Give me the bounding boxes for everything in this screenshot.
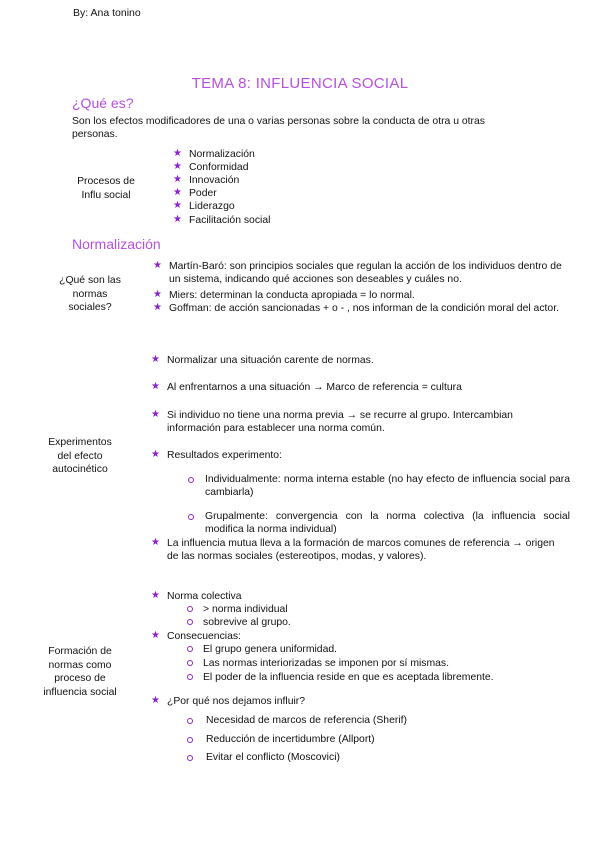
sub-list-item: > norma individual bbox=[203, 604, 288, 615]
list-item: Resultados experimento: bbox=[167, 450, 282, 461]
sub-list-item: Necesidad de marcos de referencia (Sherif) bbox=[206, 715, 407, 726]
procesos-label: Procesos de Influ social bbox=[77, 176, 135, 201]
star-bullet-icon: ★ bbox=[151, 449, 160, 460]
list-item: Norma colectiva bbox=[167, 591, 242, 602]
star-bullet-icon: ★ bbox=[173, 161, 182, 172]
star-bullet-icon: ★ bbox=[173, 200, 182, 211]
circle-bullet-icon bbox=[188, 477, 194, 483]
star-bullet-icon: ★ bbox=[153, 260, 162, 271]
experimentos-label: Experimentos del efecto autocinético bbox=[48, 437, 112, 475]
list-item: ¿Por qué nos dejamos influir? bbox=[167, 696, 306, 707]
list-item: Poder bbox=[189, 188, 217, 199]
sub-list-item: Grupalmente: convergencia con la norma colectiva (la influencia social modifica la norma individual) bbox=[205, 511, 570, 535]
section-heading-normalizacion: Normalización bbox=[72, 236, 161, 252]
circle-bullet-icon bbox=[187, 646, 193, 652]
list-item: Normalizar una situación carente de normas. bbox=[167, 355, 374, 366]
list-item: La influencia mutua lleva a la formación de marcos comunes de referencia → origen de las normas sociales (estereotipos, modas, y valores). bbox=[167, 538, 555, 562]
list-item: Consecuencias: bbox=[167, 631, 241, 642]
star-bullet-icon: ★ bbox=[151, 630, 160, 641]
normas-label: ¿Qué son las normas sociales? bbox=[59, 275, 121, 313]
star-bullet-icon: ★ bbox=[151, 537, 160, 548]
list-item: Normalización bbox=[189, 149, 255, 160]
list-item: Goffman: de acción sancionadas + o - , nos informan de la condición moral del actor. bbox=[169, 303, 559, 314]
definition-text: Son los efectos modificadores de una o varias personas sobre la conducta de otra u otras personas. bbox=[72, 116, 485, 140]
circle-bullet-icon bbox=[187, 619, 193, 625]
circle-bullet-icon bbox=[187, 737, 193, 743]
list-item: Martín-Baró: son principios sociales que regulan la acción de los individuos dentro de un sistema, indicando qué acciones son deseables y cuáles no. bbox=[169, 261, 562, 285]
star-bullet-icon: ★ bbox=[151, 590, 160, 601]
sub-list-item: El poder de la influencia reside en que es aceptada libremente. bbox=[203, 672, 494, 683]
star-bullet-icon: ★ bbox=[173, 148, 182, 159]
section-heading-que-es: ¿Qué es? bbox=[72, 95, 134, 111]
star-bullet-icon: ★ bbox=[151, 409, 160, 420]
circle-bullet-icon bbox=[187, 660, 193, 666]
list-item: Al enfrentarnos a una situación → Marco de referencia = cultura bbox=[167, 382, 462, 393]
sub-list-item: El grupo genera uniformidad. bbox=[203, 644, 338, 655]
sub-list-item: sobrevive al grupo. bbox=[203, 617, 291, 628]
list-item: Liderazgo bbox=[189, 201, 235, 212]
star-bullet-icon: ★ bbox=[173, 214, 182, 225]
list-item: Conformidad bbox=[189, 162, 249, 173]
author-line: By: Ana tonino bbox=[73, 7, 141, 19]
star-bullet-icon: ★ bbox=[153, 289, 162, 300]
star-bullet-icon: ★ bbox=[151, 381, 160, 392]
sub-list-item: Reducción de incertidumbre (Allport) bbox=[206, 734, 375, 745]
page-title: TEMA 8: INFLUENCIA SOCIAL bbox=[191, 75, 409, 92]
sub-list-item: Las normas interiorizadas se imponen por sí mismas. bbox=[203, 658, 450, 669]
star-bullet-icon: ★ bbox=[153, 302, 162, 313]
list-item: Miers: determinan la conducta apropiada = lo normal. bbox=[169, 290, 415, 301]
circle-bullet-icon bbox=[187, 718, 193, 724]
circle-bullet-icon bbox=[187, 674, 193, 680]
circle-bullet-icon bbox=[188, 514, 194, 520]
sub-list-item: Evitar el conflicto (Moscovici) bbox=[206, 752, 340, 763]
formacion-label: Formación de normas como proceso de influencia social bbox=[43, 646, 117, 698]
star-bullet-icon: ★ bbox=[151, 695, 160, 706]
star-bullet-icon: ★ bbox=[173, 174, 182, 185]
sub-list-item: Individualmente: norma interna estable (no hay efecto de influencia social para cambiarla) bbox=[205, 474, 570, 498]
star-bullet-icon: ★ bbox=[173, 187, 182, 198]
circle-bullet-icon bbox=[187, 755, 193, 761]
list-item: Innovación bbox=[189, 175, 240, 186]
star-bullet-icon: ★ bbox=[151, 354, 160, 365]
circle-bullet-icon bbox=[187, 606, 193, 612]
list-item: Facilitación social bbox=[189, 215, 271, 226]
list-item: Si individuo no tiene una norma previa → se recurre al grupo. Intercambian información para establecer una norma común. bbox=[167, 410, 513, 434]
